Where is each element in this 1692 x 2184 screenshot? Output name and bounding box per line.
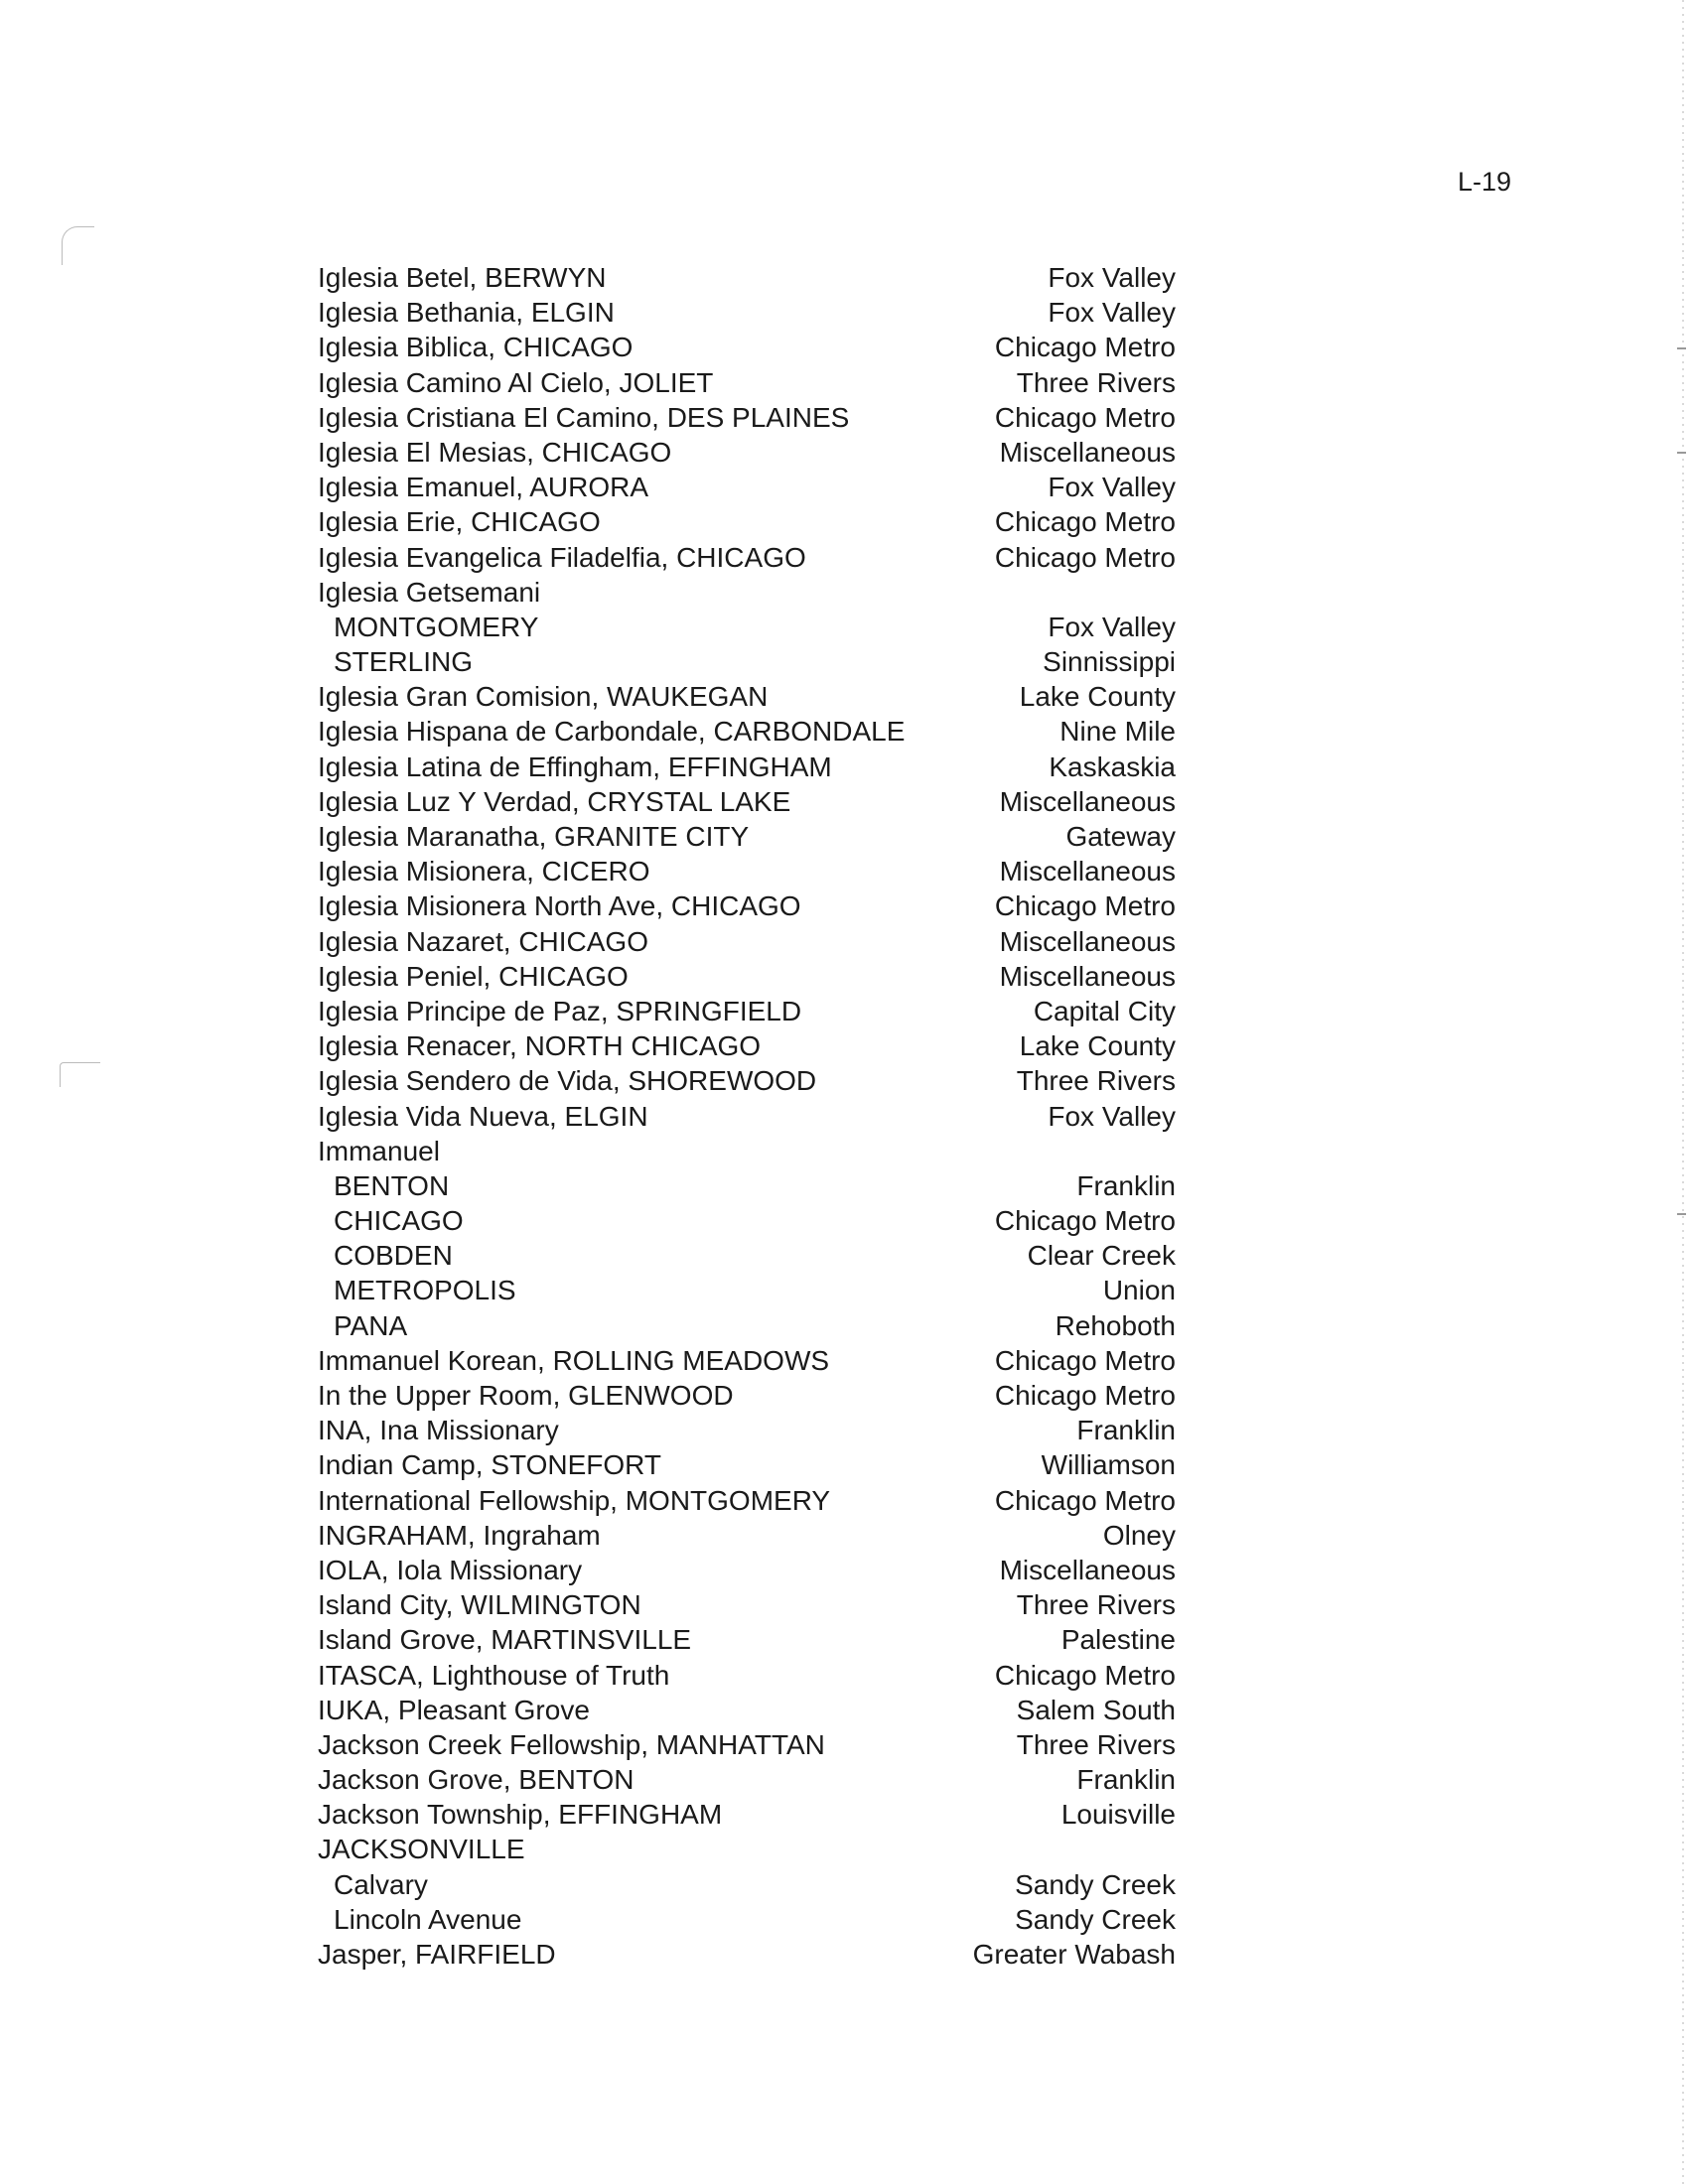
list-item — [318, 1587, 1176, 1622]
association-name: Palestine — [1060, 1624, 1176, 1656]
association-name: Three Rivers — [1016, 1065, 1176, 1097]
association-name: Fox Valley — [1048, 472, 1176, 503]
list-item — [318, 1658, 1176, 1693]
church-name: Jasper, FAIRFIELD — [318, 1939, 556, 1970]
page-number: L-19 — [1457, 167, 1511, 197]
association-name: Chicago Metro — [994, 1484, 1176, 1516]
list-item — [318, 1413, 1176, 1447]
association-name: Williamson — [1041, 1449, 1176, 1481]
church-name: Indian Camp, STONEFORT — [318, 1449, 661, 1481]
list-item — [318, 854, 1176, 888]
association-name: Chicago Metro — [994, 1659, 1176, 1691]
list-item — [318, 679, 1176, 714]
church-name: In the Upper Room, GLENWOOD — [318, 1380, 734, 1411]
scan-edge-tick — [1677, 347, 1686, 349]
scan-edge-tick — [1677, 452, 1686, 454]
association-name: Miscellaneous — [999, 925, 1176, 957]
church-name: Island City, WILMINGTON — [318, 1589, 641, 1621]
church-name: Iglesia Gran Comision, WAUKEGAN — [318, 681, 769, 713]
church-name: Iglesia Emanuel, AURORA — [318, 472, 649, 503]
list-item — [318, 1483, 1176, 1518]
church-name: Iglesia Sendero de Vida, SHOREWOOD — [318, 1065, 817, 1097]
church-name: Jackson Creek Fellowship, MANHATTAN — [318, 1728, 825, 1760]
association-name: Salem South — [1016, 1694, 1176, 1725]
list-item — [318, 435, 1176, 470]
association-name: Gateway — [1065, 821, 1176, 852]
church-listing — [318, 260, 1176, 1972]
list-item — [318, 959, 1176, 994]
church-name: Lincoln Avenue — [334, 1903, 522, 1935]
church-name: Iglesia Hispana de Carbondale, CARBONDALE — [318, 716, 906, 748]
association-name: Miscellaneous — [999, 960, 1176, 992]
list-item — [318, 365, 1176, 400]
association-name: Chicago Metro — [994, 890, 1176, 922]
church-name: International Fellowship, MONTGOMERY — [318, 1484, 831, 1516]
church-name: Iglesia Camino Al Cielo, JOLIET — [318, 366, 714, 398]
association-name: Chicago Metro — [994, 1344, 1176, 1376]
association-name: Chicago Metro — [994, 332, 1176, 363]
church-name: METROPOLIS — [334, 1275, 516, 1306]
list-item — [318, 1867, 1176, 1902]
association-name: Three Rivers — [1016, 1589, 1176, 1621]
church-name: INA, Ina Missionary — [318, 1415, 559, 1446]
list-item — [318, 784, 1176, 819]
church-name: Iglesia Evangelica Filadelfia, CHICAGO — [318, 541, 806, 573]
list-item — [318, 540, 1176, 575]
association-name: Lake County — [1019, 1030, 1176, 1062]
list-item — [318, 1134, 1176, 1168]
association-name: Nine Mile — [1059, 716, 1176, 748]
list-item — [318, 1693, 1176, 1727]
list-item — [318, 1238, 1176, 1273]
church-name: IOLA, Iola Missionary — [318, 1554, 583, 1585]
church-name: Iglesia Principe de Paz, SPRINGFIELD — [318, 995, 802, 1026]
association-name: Louisville — [1060, 1799, 1176, 1831]
list-item — [318, 1028, 1176, 1063]
church-name: MONTGOMERY — [334, 611, 539, 642]
list-item — [318, 1343, 1176, 1378]
scan-edge-tick — [1677, 1213, 1686, 1215]
list-item — [318, 750, 1176, 784]
list-item — [318, 1553, 1176, 1587]
church-name: JACKSONVILLE — [318, 1834, 525, 1865]
church-name: Jackson Township, EFFINGHAM — [318, 1799, 723, 1831]
list-item — [318, 1308, 1176, 1343]
association-name: Miscellaneous — [999, 436, 1176, 468]
church-name: Iglesia Luz Y Verdad, CRYSTAL LAKE — [318, 785, 791, 817]
list-item — [318, 1447, 1176, 1482]
list-item — [318, 888, 1176, 923]
church-name: Immanuel — [318, 1135, 440, 1166]
list-item — [318, 400, 1176, 435]
list-item — [318, 1273, 1176, 1307]
church-name: BENTON — [334, 1169, 450, 1201]
association-name: Sandy Creek — [1015, 1903, 1176, 1935]
association-name: Lake County — [1019, 681, 1176, 713]
church-name: CHICAGO — [334, 1205, 464, 1237]
punch-hole-mark — [60, 1062, 100, 1087]
association-name: Sandy Creek — [1015, 1868, 1176, 1900]
association-name: Fox Valley — [1048, 611, 1176, 642]
list-item — [318, 1203, 1176, 1238]
church-name: INGRAHAM, Ingraham — [318, 1519, 601, 1551]
list-item — [318, 1099, 1176, 1134]
church-name: Iglesia Latina de Effingham, EFFINGHAM — [318, 751, 832, 782]
association-name: Kaskaskia — [1049, 751, 1176, 782]
association-name: Chicago Metro — [994, 401, 1176, 433]
list-item — [318, 504, 1176, 539]
list-item — [318, 1378, 1176, 1413]
association-name: Franklin — [1076, 1764, 1176, 1796]
list-item — [318, 470, 1176, 504]
association-name: Chicago Metro — [994, 506, 1176, 538]
list-item — [318, 924, 1176, 959]
association-name: Miscellaneous — [999, 785, 1176, 817]
association-name: Chicago Metro — [994, 541, 1176, 573]
church-name: ITASCA, Lighthouse of Truth — [318, 1659, 670, 1691]
church-name: Iglesia El Mesias, CHICAGO — [318, 436, 672, 468]
list-item — [318, 1797, 1176, 1832]
list-item — [318, 994, 1176, 1028]
association-name: Chicago Metro — [994, 1205, 1176, 1237]
association-name: Miscellaneous — [999, 1554, 1176, 1585]
church-name: Iglesia Betel, BERWYN — [318, 262, 607, 293]
church-name: Iglesia Nazaret, CHICAGO — [318, 925, 648, 957]
association-name: Olney — [1102, 1519, 1176, 1551]
church-name: Iglesia Biblica, CHICAGO — [318, 332, 634, 363]
list-item — [318, 575, 1176, 610]
association-name: Fox Valley — [1048, 262, 1176, 293]
association-name: Fox Valley — [1048, 1100, 1176, 1132]
list-item — [318, 1518, 1176, 1553]
list-item — [318, 819, 1176, 854]
punch-hole-mark — [62, 226, 94, 265]
church-name: Iglesia Maranatha, GRANITE CITY — [318, 821, 750, 852]
church-name: Iglesia Erie, CHICAGO — [318, 506, 601, 538]
church-name: Iglesia Renacer, NORTH CHICAGO — [318, 1030, 762, 1062]
church-name: Iglesia Misionera, CICERO — [318, 856, 650, 887]
list-item — [318, 260, 1176, 295]
church-name: STERLING — [334, 646, 474, 678]
list-item — [318, 1622, 1176, 1657]
association-name: Clear Creek — [1027, 1240, 1176, 1272]
list-item — [318, 1937, 1176, 1972]
list-item — [318, 1727, 1176, 1762]
church-name: Iglesia Bethania, ELGIN — [318, 297, 615, 329]
association-name: Franklin — [1076, 1415, 1176, 1446]
list-item — [318, 610, 1176, 644]
association-name: Franklin — [1076, 1169, 1176, 1201]
list-item — [318, 1902, 1176, 1937]
list-item — [318, 295, 1176, 330]
list-item — [318, 1832, 1176, 1866]
church-name: Iglesia Cristiana El Camino, DES PLAINES — [318, 401, 850, 433]
association-name: Fox Valley — [1048, 297, 1176, 329]
church-name: Iglesia Vida Nueva, ELGIN — [318, 1100, 648, 1132]
church-name: Immanuel Korean, ROLLING MEADOWS — [318, 1344, 830, 1376]
association-name: Three Rivers — [1016, 366, 1176, 398]
association-name: Sinnissippi — [1043, 646, 1176, 678]
church-name: Island Grove, MARTINSVILLE — [318, 1624, 692, 1656]
association-name: Three Rivers — [1016, 1728, 1176, 1760]
list-item — [318, 1762, 1176, 1797]
church-name: PANA — [334, 1309, 408, 1341]
association-name: Greater Wabash — [972, 1939, 1176, 1970]
list-item — [318, 330, 1176, 364]
church-name: COBDEN — [334, 1240, 453, 1272]
association-name: Rehoboth — [1055, 1309, 1176, 1341]
list-item — [318, 714, 1176, 749]
association-name: Chicago Metro — [994, 1380, 1176, 1411]
church-name: Iglesia Misionera North Ave, CHICAGO — [318, 890, 801, 922]
church-name: IUKA, Pleasant Grove — [318, 1694, 590, 1725]
association-name: Miscellaneous — [999, 856, 1176, 887]
list-item — [318, 1063, 1176, 1098]
association-name: Capital City — [1033, 995, 1176, 1026]
list-item — [318, 644, 1176, 679]
list-item — [318, 1168, 1176, 1203]
association-name: Union — [1102, 1275, 1176, 1306]
church-name: Iglesia Getsemani — [318, 576, 541, 608]
church-name: Jackson Grove, BENTON — [318, 1764, 634, 1796]
church-name: Calvary — [334, 1868, 428, 1900]
church-name: Iglesia Peniel, CHICAGO — [318, 960, 629, 992]
scan-edge-artifact — [1682, 0, 1684, 2184]
